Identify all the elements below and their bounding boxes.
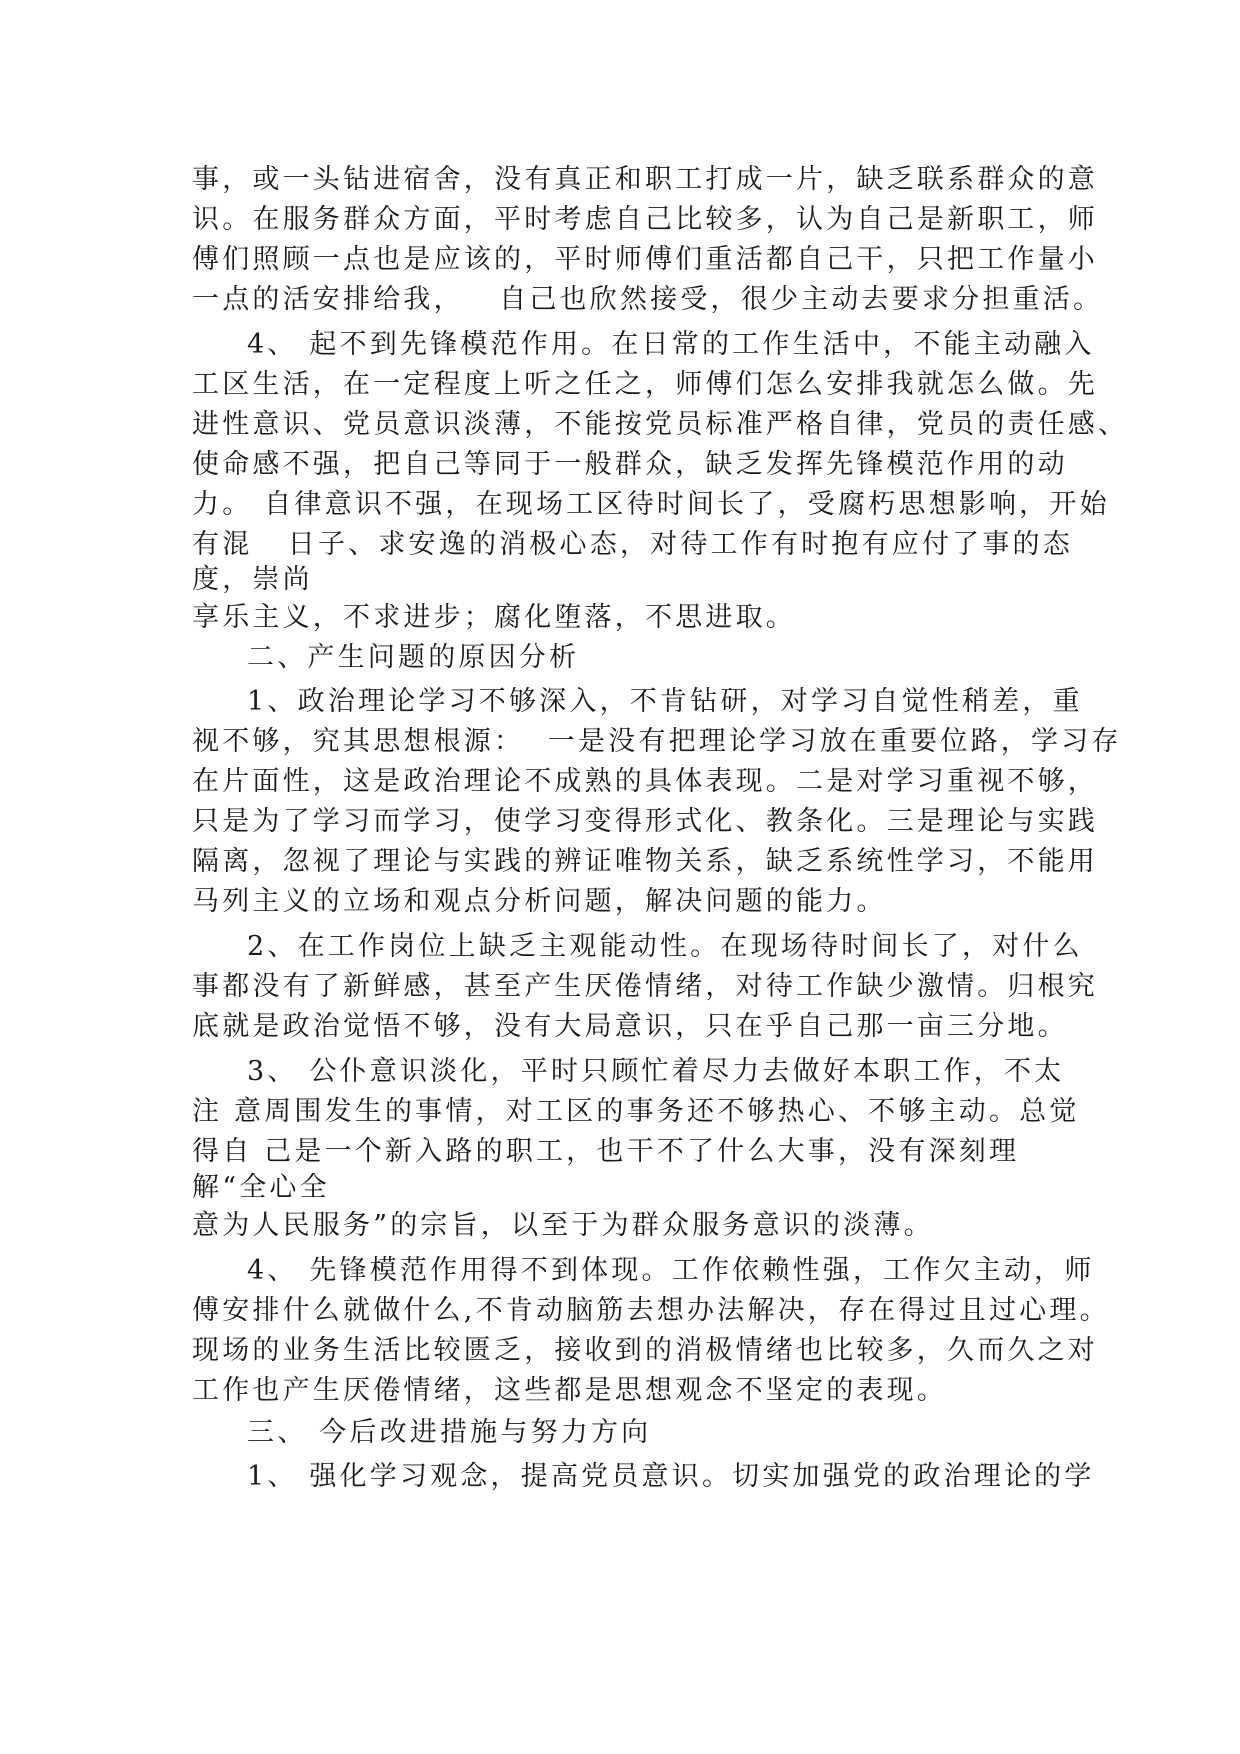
text-line: 傅安排什么就做什么,不肯动脑筋去想办法解决，存在得过且过心理。 — [192, 1295, 1110, 1326]
text-line: 马列主义的立场和观点分析问题，解决问题的能力。 — [192, 886, 887, 917]
section-heading: 二、产生问题的原因分析 — [247, 642, 580, 673]
text-line: 工作也产生厌倦情绪，这些都是思想观念不坚定的表现。 — [192, 1375, 947, 1406]
text-line: 隔离，忽视了理论与实践的辨证唯物关系，缺乏系统性学习，不能用 — [192, 846, 1098, 877]
text-line: 只是为了学习而学习，使学习变得形式化、教条化。三是理论与实践 — [192, 806, 1098, 837]
text-line: 事都没有了新鲜感，甚至产生厌倦情绪，对待工作缺少激情。归根究 — [192, 971, 1098, 1002]
text-line: 1、政治理论学习不够深入，不肯钻研，对学习自觉性稍差，重 — [247, 686, 1083, 717]
text-line: 享乐主义，不求进步；腐化堕落，不思进取。 — [192, 602, 796, 633]
text-line: 一点的活安排给我， 自己也欣然接受，很少主动去要求分担重活。 — [192, 284, 1104, 315]
text-line: 1、 强化学习观念，提高党员意识。切实加强党的政治理论的学 — [247, 1461, 1095, 1492]
text-line: 工区生活，在一定程度上听之任之，师傅们怎么安排我就怎么做。先 — [192, 369, 1098, 400]
text-line: 有混 日子、求安逸的消极心态，对待工作有时抱有应付了事的态 — [192, 529, 1073, 560]
text-line: 意为人民服务”的宗旨，以至于为群众服务意识的淡薄。 — [192, 1210, 934, 1241]
text-line: 在片面性，这是政治理论不成熟的具体表现。二是对学习重视不够， — [192, 766, 1098, 797]
text-line: 解“全心全 — [192, 1172, 330, 1203]
text-line: 现场的业务生活比较匮乏，接收到的消极情绪也比较多，久而久之对 — [192, 1335, 1098, 1366]
text-line: 力。 自律意识不强，在现场工区待时间长了，受腐朽思想影响，开始 — [192, 489, 1110, 520]
section-heading: 三、 今后改进措施与努力方向 — [247, 1417, 652, 1448]
text-line: 底就是政治觉悟不够，没有大局意识，只在乎自己那一亩三分地。 — [192, 1011, 1068, 1042]
text-line: 2、在工作岗位上缺乏主观能动性。在现场待时间长了，对什么 — [247, 931, 1083, 962]
text-line: 得自 己是一个新入路的职工，也干不了什么大事，没有深刻理 — [192, 1136, 1020, 1167]
text-line: 视不够，究其思想根源： 一是没有把理论学习放在重要位路，学习存 — [192, 726, 1122, 757]
text-line: 识。在服务群众方面，平时考虑自己比较多，认为自己是新职工，师 — [192, 204, 1098, 235]
text-line: 进性意识、党员意识淡薄，不能按党员标准严格自律，党员的责任感、 — [192, 409, 1129, 440]
text-line: 4、 先锋模范作用得不到体现。工作依赖性强，工作欠主动，师 — [247, 1255, 1095, 1286]
text-line: 傅们照顾一点也是应该的，平时师傅们重活都自己干，只把工作量小 — [192, 244, 1098, 275]
text-line: 度，崇尚 — [192, 564, 313, 595]
text-line: 注 意周围发生的事情，对工区的事务还不够热心、不够主动。总觉 — [192, 1096, 1080, 1127]
text-line: 3、 公仆意识淡化，平时只顾忙着尽力去做好本职工作，不太 — [247, 1056, 1065, 1087]
text-line: 4、 起不到先锋模范作用。在日常的工作生活中，不能主动融入 — [247, 329, 1095, 360]
text-line: 使命感不强，把自己等同于一般群众，缺乏发挥先锋模范作用的动 — [192, 449, 1068, 480]
text-line: 事，或一头钻进宿舍，没有真正和职工打成一片，缺乏联系群众的意 — [192, 164, 1098, 195]
